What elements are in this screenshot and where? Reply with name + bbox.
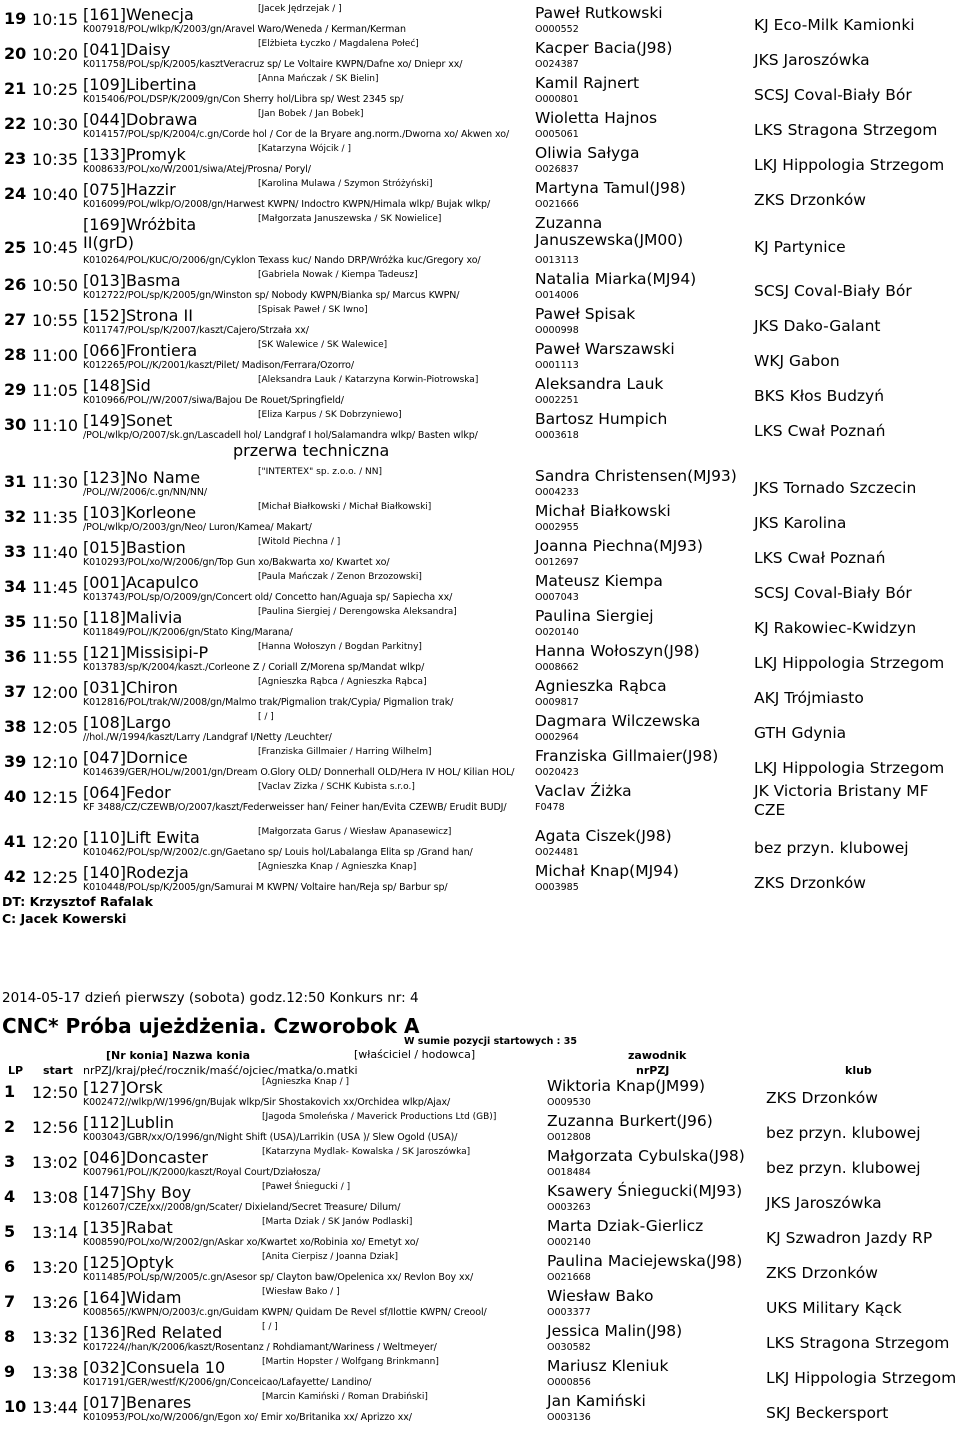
horse-pedigree: K017191/GER/westf/K/2006/gn/Conceicao/Lafayette/ Landino/ — [83, 1377, 372, 1388]
horse-pedigree: K011758/POL/sp/K/2005/kasztVeracruz sp/ Le Voltaire KWPN/Dafne xo/ Dniepr xx/ — [83, 59, 463, 70]
rider-name-continued: Januszewska(JM00) — [535, 231, 684, 249]
start-time: 11:35 — [32, 508, 79, 527]
start-time: 12:20 — [32, 833, 79, 852]
owner-breeder: [Katarzyna Wójcik / ] — [258, 144, 351, 154]
club-name: JKS Jaroszówka — [766, 1194, 882, 1212]
start-number: 35 — [4, 612, 27, 631]
horse-name: [013]Basma — [83, 271, 181, 290]
start-time: 11:05 — [32, 381, 79, 400]
rider-license: O000856 — [547, 1377, 591, 1388]
owner-breeder: [Spisak Paweł / SK Iwno] — [258, 305, 368, 315]
official-dt: DT: Krzysztof Rafalak — [2, 894, 153, 909]
club-name: LKS Stragona Strzegom — [754, 121, 938, 139]
horse-pedigree: K013743/POL/sp/O/2009/gn/Concert old/ Concetto han/Aguaja sp/ Sapiecha xx/ — [83, 592, 453, 603]
horse-pedigree: K011747/POL/sp/K/2007/kaszt/Cajero/Strzała xx/ — [83, 325, 309, 336]
rider-name: Joanna Piechna(MJ93) — [535, 537, 703, 555]
start-number: 3 — [4, 1152, 16, 1171]
rider-name: Martyna Tamul(J98) — [535, 179, 686, 197]
start-number: 42 — [4, 867, 27, 886]
horse-name: [075]Hazzir — [83, 180, 176, 199]
owner-breeder: [Agnieszka Knap / Agnieszka Knap] — [258, 862, 417, 872]
start-time: 11:50 — [32, 613, 79, 632]
start-number: 6 — [4, 1257, 16, 1276]
rider-name: Agnieszka Rąbca — [535, 677, 667, 695]
rider-license: O005061 — [535, 129, 579, 140]
start-number: 32 — [4, 507, 27, 526]
start-number: 37 — [4, 682, 27, 701]
horse-name: [125]Optyk — [83, 1253, 174, 1272]
horse-pedigree: K014157/POL/sp/K/2004/c.gn/Corde hol / Cor de la Bryare ang.norm./Dworna xo/ Akwen xo/ — [83, 129, 510, 140]
rider-license: O009530 — [547, 1097, 591, 1108]
start-time: 12:10 — [32, 753, 79, 772]
horse-name: [108]Largo — [83, 713, 171, 732]
owner-breeder: [Elżbieta Łyczko / Magdalena Połeć] — [258, 39, 419, 49]
rider-name: Oliwia Sałyga — [535, 144, 640, 162]
club-name: LKJ Hippologia Strzegom — [754, 654, 945, 672]
horse-pedigree: K012265/POL//K/2001/kaszt/Pilet/ Madison/Ferrara/Ozorro/ — [83, 360, 354, 371]
horse-pedigree: K010293/POL/xo/W/2006/gn/Top Gun xo/Bakwarta xo/ Kwartet xo/ — [83, 557, 390, 568]
horse-name: [064]Fedor — [83, 783, 171, 802]
horse-name: [136]Red Related — [83, 1323, 223, 1342]
horse-name: [109]Libertina — [83, 75, 197, 94]
horse-pedigree: K010448/POL/sp/K/2005/gn/Samurai M KWPN/ Voltaire han/Reja sp/ Barbur sp/ — [83, 882, 448, 893]
horse-name: [041]Daisy — [83, 40, 171, 59]
rider-license: O018484 — [547, 1167, 591, 1178]
rider-license: O021666 — [535, 199, 579, 210]
start-number: 20 — [4, 44, 27, 63]
rider-license: O024481 — [535, 847, 579, 858]
club-name: UKS Military Kąck — [766, 1299, 902, 1317]
header-rider-sub: nrPZJ — [636, 1064, 670, 1077]
rider-license: O002251 — [535, 395, 579, 406]
owner-breeder: [Jacek Jędrzejak / ] — [258, 4, 342, 14]
horse-pedigree: K012607/CZE/xx//2008/gn/Scater/ Dixieland/Secret Treasure/ Dilum/ — [83, 1202, 401, 1213]
horse-name: [121]Missisipi-P — [83, 643, 209, 662]
horse-name: [147]Shy Boy — [83, 1183, 192, 1202]
club-name: LKJ Hippologia Strzegom — [754, 156, 945, 174]
horse-pedigree: K008633/POL/xo/W/2001/siwa/Atej/Prosna/ Poryl/ — [83, 164, 311, 175]
horse-name: [031]Chiron — [83, 678, 178, 697]
rider-license: O007043 — [535, 592, 579, 603]
horse-name: [123]No Name — [83, 468, 201, 487]
horse-pedigree: K016099/POL/wlkp/O/2008/gn/Harwest KWPN/ Indoctro KWPN/Himala wlkp/ Bujak wlkp/ — [83, 199, 491, 210]
rider-name: Paulina Siergiej — [535, 607, 654, 625]
horse-pedigree: K011849/POL//K/2006/gn/Stato King/Marana/ — [83, 627, 293, 638]
start-time: 10:35 — [32, 150, 79, 169]
owner-breeder: [Małgorzata Garus / Wiesław Apanasewicz] — [258, 827, 452, 837]
horse-pedigree: /POL/wlkp/O/2007/sk.gn/Lascadell hol/ Landgraf I hol/Salamandra wlkp/ Basten wlkp/ — [83, 430, 478, 441]
header-lp: LP — [8, 1064, 24, 1077]
start-number: 30 — [4, 415, 27, 434]
rider-name: Agata Ciszek(J98) — [535, 827, 672, 845]
club-name: JKS Dako-Galant — [754, 317, 881, 335]
rider-license: O030582 — [547, 1342, 591, 1353]
rider-name: Zuzanna — [535, 214, 603, 232]
start-time: 13:20 — [32, 1258, 79, 1277]
start-time: 12:56 — [32, 1118, 79, 1137]
club-name: bez przyn. klubowej — [766, 1124, 921, 1142]
start-time: 13:38 — [32, 1363, 79, 1382]
rider-name: Wiktoria Knap(JM99) — [547, 1077, 706, 1095]
horse-name: [152]Strona II — [83, 306, 193, 325]
rider-license: O000552 — [535, 24, 579, 35]
rider-license: O003136 — [547, 1412, 591, 1423]
start-time: 13:26 — [32, 1293, 79, 1312]
club-name: LKJ Hippologia Strzegom — [766, 1369, 957, 1387]
header-rider: zawodnik — [628, 1049, 687, 1062]
start-number: 28 — [4, 345, 27, 364]
start-number: 29 — [4, 380, 27, 399]
club-name: JKS Tornado Szczecin — [754, 479, 917, 497]
club-name: JK Victoria Bristany MF — [754, 782, 929, 800]
rider-license: F0478 — [535, 802, 565, 813]
club-name: JKS Karolina — [754, 514, 847, 532]
horse-name: [149]Sonet — [83, 411, 173, 430]
header-horse: [Nr konia] Nazwa konia — [106, 1049, 250, 1062]
start-number: 4 — [4, 1187, 16, 1206]
horse-name: [140]Rodezja — [83, 863, 189, 882]
start-time: 11:10 — [32, 416, 79, 435]
start-number: 31 — [4, 472, 27, 491]
start-number: 41 — [4, 832, 27, 851]
start-number: 36 — [4, 647, 27, 666]
club-name: LKJ Hippologia Strzegom — [754, 759, 945, 777]
owner-breeder: [Gabriela Nowak / Kiempa Tadeusz] — [258, 270, 418, 280]
start-number: 27 — [4, 310, 27, 329]
rider-license: O002964 — [535, 732, 579, 743]
horse-pedigree: K014639/GER/HOL/w/2001/gn/Dream O.Glory OLD/ Donnerhall OLD/Hera IV HOL/ Kilian HOL/ — [83, 767, 515, 778]
start-time: 12:15 — [32, 788, 79, 807]
horse-pedigree: K008590/POL/xo/W/2002/gn/Askar xo/Kwartet xo/Robinia xo/ Emetyt xo/ — [83, 1237, 419, 1248]
rider-license: O021668 — [547, 1272, 591, 1283]
club-name: ZKS Drzonków — [766, 1264, 878, 1282]
rider-name: Kacper Bacia(J98) — [535, 39, 673, 57]
start-number: 33 — [4, 542, 27, 561]
owner-breeder: [SK Walewice / SK Walewice] — [258, 340, 388, 350]
rider-name: Sandra Christensen(MJ93) — [535, 467, 737, 485]
start-number: 34 — [4, 577, 27, 596]
club-name: SCSJ Coval-Biały Bór — [754, 282, 912, 300]
start-number: 21 — [4, 79, 27, 98]
rider-license: O020140 — [535, 627, 579, 638]
owner-breeder: [Michał Białkowski / Michał Białkowski] — [258, 502, 432, 512]
start-time: 13:14 — [32, 1223, 79, 1242]
club-name: LKS Stragona Strzegom — [766, 1334, 950, 1352]
start-time: 13:08 — [32, 1188, 79, 1207]
rider-license: O024387 — [535, 59, 579, 70]
club-name: LKS Cwał Poznań — [754, 422, 886, 440]
rider-license: O003377 — [547, 1307, 591, 1318]
horse-name: [103]Korleone — [83, 503, 197, 522]
horse-pedigree: K011485/POL/sp/W/2005/c.gn/Asesor sp/ Clayton baw/Opelenica xx/ Revlon Boy xx/ — [83, 1272, 474, 1283]
horse-pedigree: K002472//wlkp/W/1996/gn/Bujak wlkp/Sir Shostakovich xx/Orchidea wlkp/Ajax/ — [83, 1097, 451, 1108]
rider-name: Mateusz Kiempa — [535, 572, 663, 590]
start-time: 10:50 — [32, 276, 79, 295]
horse-name: [135]Rabat — [83, 1218, 173, 1237]
rider-name: Marta Dziak-Gierlicz — [547, 1217, 704, 1235]
rider-name: Małgorzata Cybulska(J98) — [547, 1147, 745, 1165]
horse-name: [161]Wenecja — [83, 5, 194, 24]
rider-name: Franziska Gillmaier(J98) — [535, 747, 719, 765]
horse-name: [133]Promyk — [83, 145, 186, 164]
rider-name: Mariusz Kleniuk — [547, 1357, 669, 1375]
horse-name: [044]Dobrawa — [83, 110, 198, 129]
owner-breeder: [Paulina Siergiej / Derengowska Aleksandra] — [258, 607, 457, 617]
competition-title: CNC* Próba ujeżdżenia. Czworobok A — [2, 1014, 420, 1038]
owner-breeder: [Vaclav Zizka / SCHK Kubista s.r.o.] — [258, 782, 415, 792]
rider-name: Natalia Miarka(MJ94) — [535, 270, 697, 288]
rider-name: Paweł Warszawski — [535, 340, 675, 358]
start-number: 5 — [4, 1222, 16, 1241]
start-time: 13:02 — [32, 1153, 79, 1172]
owner-breeder: [Agnieszka Knap / ] — [262, 1077, 350, 1087]
club-name: KJ Eco-Milk Kamionki — [754, 16, 915, 34]
horse-pedigree: KF 3488/CZ/CZEWB/O/2007/kaszt/Federweisser han/ Feiner han/Evita CZEWB/ Erudit BUDJ/ — [83, 802, 507, 813]
rider-name: Jan Kamiński — [547, 1392, 646, 1410]
horse-pedigree: /POL//W/2006/c.gn/NN/NN/ — [83, 487, 207, 498]
rider-name: Dagmara Wilczewska — [535, 712, 701, 730]
owner-breeder: [Małgorzata Januszewska / SK Nowielice] — [258, 214, 442, 224]
rider-name: Michał Białkowski — [535, 502, 671, 520]
horse-name: [017]Benares — [83, 1393, 192, 1412]
rider-license: O000801 — [535, 94, 579, 105]
start-number: 2 — [4, 1117, 16, 1136]
start-time: 10:20 — [32, 45, 79, 64]
owner-breeder: [Marcin Kamiński / Roman Drabiński] — [262, 1392, 428, 1402]
start-number: 1 — [4, 1082, 16, 1101]
start-time: 12:50 — [32, 1083, 79, 1102]
competition-date-line: 2014-05-17 dzień pierwszy (sobota) godz.12:50 Konkurs nr: 4 — [2, 990, 419, 1006]
owner-breeder: [ / ] — [258, 712, 274, 722]
owner-breeder: [Eliza Karpus / SK Dobrzyniewo] — [258, 410, 402, 420]
rider-name: Paweł Spisak — [535, 305, 636, 323]
start-number: 22 — [4, 114, 27, 133]
start-time: 10:55 — [32, 311, 79, 330]
horse-name: [110]Lift Ewita — [83, 828, 200, 847]
owner-breeder: [Franziska Gillmaier / Harring Wilhelm] — [258, 747, 432, 757]
owner-breeder: [Katarzyna Mydlak- Kowalska / SK Jaroszówka] — [262, 1147, 471, 1157]
horse-pedigree: K008565//KWPN/O/2003/c.gn/Guidam KWPN/ Quidam De Revel sf/Ilottie KWPN/ Creool/ — [83, 1307, 487, 1318]
owner-breeder: [Witold Piechna / ] — [258, 537, 341, 547]
owner-breeder: ["INTERTEX" sp. z.o.o. / NN] — [258, 467, 383, 477]
horse-pedigree: K017224//han/K/2006/kaszt/Rosentanz / Rohdiamant/Wariness / Weltmeyer/ — [83, 1342, 437, 1353]
horse-name: [127]Orsk — [83, 1078, 163, 1097]
start-time: 11:55 — [32, 648, 79, 667]
horse-name: [164]Widam — [83, 1288, 182, 1307]
horse-name: [066]Frontiera — [83, 341, 198, 360]
header-club: klub — [845, 1064, 872, 1077]
rider-license: O000998 — [535, 325, 579, 336]
horse-pedigree: K007918/POL/wlkp/K/2003/gn/Aravel Waro/Weneda / Kerman/Kerman — [83, 24, 406, 35]
horse-name: [169]Wróżbita — [83, 215, 197, 234]
owner-breeder: [Agnieszka Rąbca / Agnieszka Rąbca] — [258, 677, 427, 687]
rider-license: O002955 — [535, 522, 579, 533]
horse-name: [001]Acapulco — [83, 573, 199, 592]
rider-license: O003618 — [535, 430, 579, 441]
horse-name: [112]Lublin — [83, 1113, 174, 1132]
horse-name: [032]Consuela 10 — [83, 1358, 226, 1377]
start-time: 10:30 — [32, 115, 79, 134]
horse-pedigree: K013783/sp/K/2004/kaszt./Corleone Z / Coriall Z/Morena sp/Mandat wlkp/ — [83, 662, 425, 673]
club-name: GTH Gdynia — [754, 724, 847, 742]
club-name: bez przyn. klubowej — [754, 839, 909, 857]
horse-name: [047]Dornice — [83, 748, 188, 767]
start-time: 10:25 — [32, 80, 79, 99]
technical-break-label: przerwa techniczna — [233, 441, 390, 460]
horse-pedigree: K003043/GBR/xx/O/1996/gn/Night Shift (USA)/Larrikin (USA )/ Slew Ogold (USA)/ — [83, 1132, 458, 1143]
owner-breeder: [Martin Hopster / Wolfgang Brinkmann] — [262, 1357, 439, 1367]
club-name: AKJ Trójmiasto — [754, 689, 864, 707]
rider-license: O001113 — [535, 360, 579, 371]
starts-total: W sumie pozycji startowych : 35 — [404, 1036, 577, 1047]
owner-breeder: [Jagoda Smoleńska / Maverick Productions Ltd (GB)] — [262, 1112, 497, 1122]
rider-name: Aleksandra Lauk — [535, 375, 664, 393]
club-name: SKJ Beckersport — [766, 1404, 889, 1422]
club-name: LKS Cwał Poznań — [754, 549, 886, 567]
rider-name: Hanna Wołoszyn(J98) — [535, 642, 700, 660]
horse-name: [118]Malivia — [83, 608, 183, 627]
start-time: 10:15 — [32, 10, 79, 29]
club-name: ZKS Drzonków — [754, 874, 866, 892]
header-owner: [właściciel / hodowca] — [354, 1048, 476, 1061]
start-time: 10:45 — [32, 238, 79, 257]
owner-breeder: [Paula Mańczak / Zenon Brzozowski] — [258, 572, 422, 582]
owner-breeder: [Anna Mańczak / SK Bielin] — [258, 74, 379, 84]
start-number: 38 — [4, 717, 27, 736]
rider-license: O003263 — [547, 1202, 591, 1213]
rider-name: Jessica Malin(J98) — [547, 1322, 683, 1340]
owner-breeder: [Karolina Mulawa / Szymon Stróżyński] — [258, 179, 433, 189]
rider-license: O009817 — [535, 697, 579, 708]
club-name: ZKS Drzonków — [754, 191, 866, 209]
horse-pedigree: /POL/wlkp/O/2003/gn/Neo/ Luron/Kamea/ Makart/ — [83, 522, 312, 533]
owner-breeder: [Anita Cierpisz / Joanna Dziak] — [262, 1252, 399, 1262]
horse-name: [148]Sid — [83, 376, 151, 395]
start-time: 11:30 — [32, 473, 79, 492]
owner-breeder: [Wiesław Bako / ] — [262, 1287, 340, 1297]
start-time: 10:40 — [32, 185, 79, 204]
start-number: 25 — [4, 238, 27, 257]
rider-license: O002140 — [547, 1237, 591, 1248]
start-time: 11:40 — [32, 543, 79, 562]
start-time: 12:05 — [32, 718, 79, 737]
start-number: 19 — [4, 9, 27, 28]
rider-license: O004233 — [535, 487, 579, 498]
club-name: SCSJ Coval-Biały Bór — [754, 584, 912, 602]
start-time: 11:45 — [32, 578, 79, 597]
rider-license: O026837 — [535, 164, 579, 175]
start-time: 13:32 — [32, 1328, 79, 1347]
start-time: 12:25 — [32, 868, 79, 887]
owner-breeder: [Marta Dziak / SK Janów Podlaski] — [262, 1217, 413, 1227]
official-c: C: Jacek Kowerski — [2, 911, 127, 926]
header-start: start — [43, 1064, 73, 1077]
club-name: BKS Kłos Budzyń — [754, 387, 885, 405]
rider-name: Michał Knap(MJ94) — [535, 862, 679, 880]
rider-license: O012808 — [547, 1132, 591, 1143]
owner-breeder: [Jan Bobek / Jan Bobek] — [258, 109, 364, 119]
rider-license: O014006 — [535, 290, 579, 301]
owner-breeder: [Paweł Śniegucki / ] — [262, 1182, 351, 1192]
start-time: 13:44 — [32, 1398, 79, 1417]
header-horse-sub: nrPZJ/kraj/płeć/rocznik/maść/ojciec/matka/o.matki — [83, 1064, 358, 1077]
rider-license: O003985 — [535, 882, 579, 893]
rider-license: O012697 — [535, 557, 579, 568]
rider-name: Vaclav Źiżka — [535, 782, 632, 800]
club-name: WKJ Gabon — [754, 352, 840, 370]
start-number: 39 — [4, 752, 27, 771]
owner-breeder: [ / ] — [262, 1322, 278, 1332]
horse-pedigree: K010953/POL/xo/W/2006/gn/Egon xo/ Emir xo/Britanika xx/ Aprizzo xx/ — [83, 1412, 412, 1423]
horse-name: [046]Doncaster — [83, 1148, 208, 1167]
rider-name: Bartosz Humpich — [535, 410, 668, 428]
rider-name: Wiesław Bako — [547, 1287, 654, 1305]
rider-name: Paweł Rutkowski — [535, 4, 663, 22]
start-number: 9 — [4, 1362, 16, 1381]
horse-pedigree: K010462/POL/sp/W/2002/c.gn/Gaetano sp/ Louis hol/Labalanga Elita sp /Grand han/ — [83, 847, 473, 858]
horse-pedigree: K010264/POL/KUC/O/2006/gn/Cyklon Texass kuc/ Nando DRP/Wróżka kuc/Gregory xo/ — [83, 255, 481, 266]
start-number: 7 — [4, 1292, 16, 1311]
horse-pedigree: K010966/POL//W/2007/siwa/Bajou De Rouet/Springfield/ — [83, 395, 344, 406]
rider-name: Wioletta Hajnos — [535, 109, 658, 127]
owner-breeder: [Aleksandra Lauk / Katarzyna Korwin-Piotrowska] — [258, 375, 479, 385]
club-name: JKS Jaroszówka — [754, 51, 870, 69]
rider-name: Ksawery Śniegucki(MJ93) — [547, 1182, 743, 1200]
start-number: 24 — [4, 184, 27, 203]
rider-license: O020423 — [535, 767, 579, 778]
club-name-continued: CZE — [754, 801, 786, 819]
start-time: 11:00 — [32, 346, 79, 365]
horse-pedigree: K015406/POL/DSP/K/2009/gn/Con Sherry hol/Libra sp/ West 2345 sp/ — [83, 94, 404, 105]
club-name: ZKS Drzonków — [766, 1089, 878, 1107]
horse-pedigree: K012722/POL/sp/K/2005/gn/Winston sp/ Nobody KWPN/Bianka sp/ Marcus KWPN/ — [83, 290, 460, 301]
rider-name: Zuzanna Burkert(J96) — [547, 1112, 713, 1130]
start-number: 8 — [4, 1327, 16, 1346]
rider-name: Kamil Rajnert — [535, 74, 640, 92]
club-name: KJ Szwadron Jazdy RP — [766, 1229, 933, 1247]
horse-pedigree: //hol./W/1994/kaszt/Larry /Landgraf I/Netty /Leuchter/ — [83, 732, 332, 743]
rider-name: Paulina Maciejewska(J98) — [547, 1252, 743, 1270]
rider-license: O013113 — [535, 255, 579, 266]
horse-pedigree: K012816/POL/trak/W/2008/gn/Malmo trak/Pigmalion trak/Cypia/ Pigmalion trak/ — [83, 697, 454, 708]
start-number: 26 — [4, 275, 27, 294]
start-number: 40 — [4, 787, 27, 806]
start-number: 23 — [4, 149, 27, 168]
club-name: SCSJ Coval-Biały Bór — [754, 86, 912, 104]
club-name: bez przyn. klubowej — [766, 1159, 921, 1177]
horse-pedigree: K007961/POL//K/2000/kaszt/Royal Court/Działosza/ — [83, 1167, 321, 1178]
club-name: KJ Rakowiec-Kwidzyn — [754, 619, 917, 637]
horse-name-continued: II(grD) — [83, 233, 134, 252]
start-number: 10 — [4, 1397, 27, 1416]
club-name: KJ Partynice — [754, 238, 846, 256]
rider-license: O008662 — [535, 662, 579, 673]
start-time: 12:00 — [32, 683, 79, 702]
horse-name: [015]Bastion — [83, 538, 186, 557]
owner-breeder: [Hanna Wołoszyn / Bogdan Parkitny] — [258, 642, 422, 652]
